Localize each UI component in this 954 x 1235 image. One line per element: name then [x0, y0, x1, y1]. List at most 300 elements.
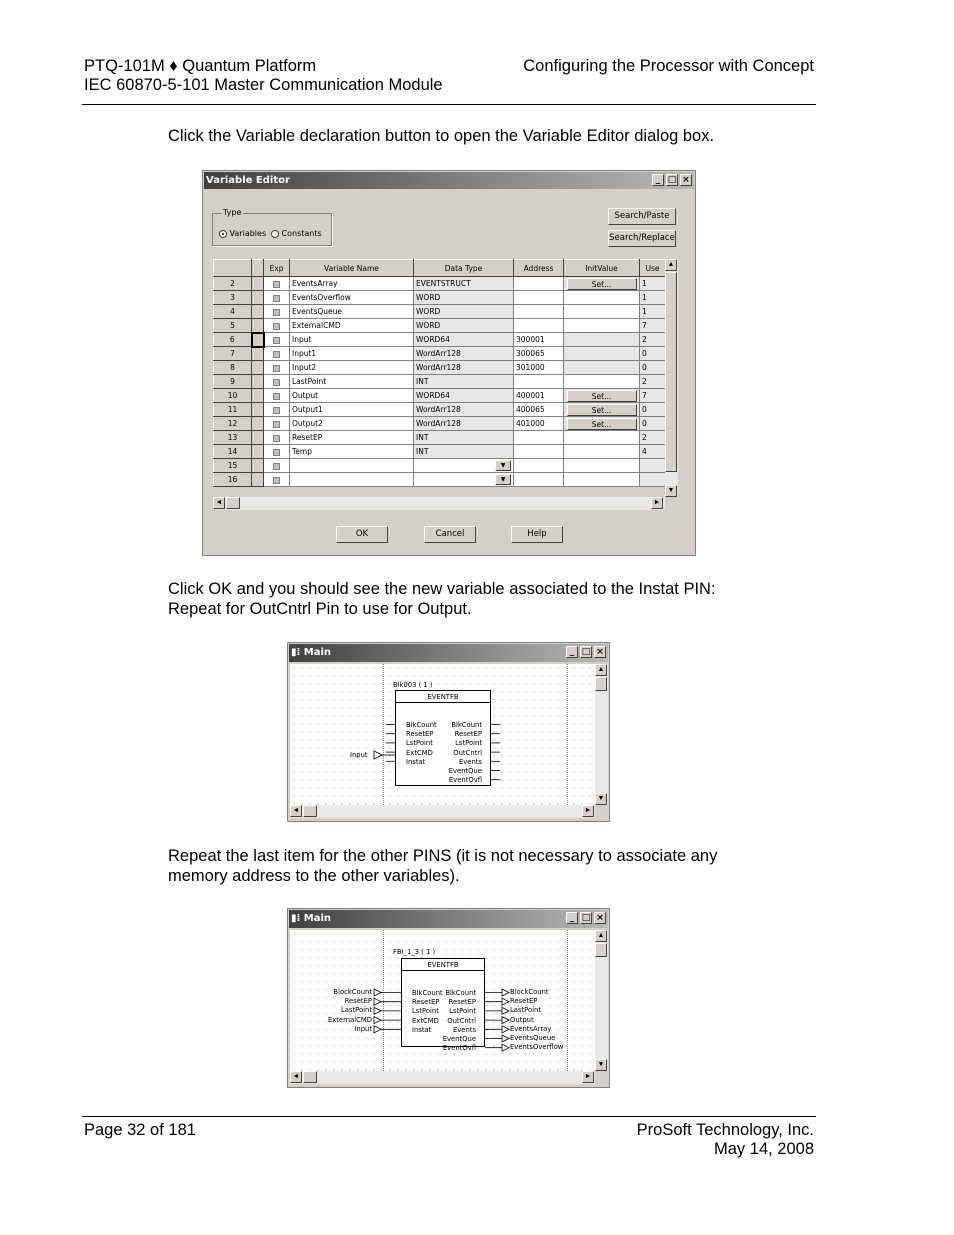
exp-checkbox-cell[interactable]: [264, 291, 290, 305]
data-type-cell[interactable]: [414, 473, 514, 487]
set-button[interactable]: Set...: [567, 390, 637, 402]
exp-checkbox-cell[interactable]: [264, 319, 290, 333]
fbd1-app-icon: ▮⁞: [291, 647, 301, 658]
input-variable-label[interactable]: ExternalCMD: [327, 1015, 372, 1024]
data-type-cell[interactable]: [414, 347, 514, 361]
row-number[interactable]: 10: [214, 389, 252, 403]
header-section: Configuring the Processor with Concept: [523, 57, 814, 75]
fbd1-hscroll[interactable]: [290, 805, 595, 818]
data-type-value: WordArr128: [416, 363, 461, 372]
exp-checkbox[interactable]: [273, 463, 280, 470]
row-number[interactable]: 4: [214, 305, 252, 319]
col-header-use[interactable]: Use: [640, 260, 666, 277]
row-selector[interactable]: [252, 305, 264, 319]
table-row[interactable]: [214, 333, 666, 347]
use-cell: 0: [640, 403, 666, 417]
exp-checkbox-cell[interactable]: [264, 445, 290, 459]
paragraph-1: Click the Variable declaration button to open the Variable Editor dialog box.: [168, 127, 715, 145]
input-variable-label[interactable]: ResetEP: [344, 997, 372, 1006]
fbd1-titlebar: [289, 644, 608, 662]
fbd1-instance-label: Blk003 ( 1 ): [393, 681, 433, 689]
row-number[interactable]: 9: [214, 375, 252, 389]
col-header-rownum[interactable]: [214, 260, 252, 277]
col-header-address[interactable]: Address: [514, 260, 564, 277]
table-row[interactable]: [214, 375, 666, 389]
scroll-left-icon[interactable]: ◄: [213, 497, 225, 509]
use-cell: 2: [640, 431, 666, 445]
address-cell[interactable]: 300001: [514, 333, 564, 347]
paragraph-2-line1: Click OK and you should see the new variable associated to the Instat PIN:: [168, 580, 716, 598]
table-row[interactable]: [214, 417, 666, 431]
fbd1-maximize-icon[interactable]: □: [581, 647, 591, 657]
variable-name-cell[interactable]: Output2: [290, 417, 414, 431]
exp-checkbox-cell[interactable]: [264, 305, 290, 319]
fbd2-hscroll[interactable]: [290, 1071, 595, 1084]
row-selector[interactable]: [252, 333, 264, 347]
variable-name-cell[interactable]: Output: [290, 389, 414, 403]
fbd2-canvas[interactable]: [290, 930, 595, 1071]
fbd1-scroll-down-icon[interactable]: ▼: [595, 793, 607, 805]
paragraph-3-line2: memory address to the other variables).: [168, 867, 460, 885]
fbd1-scroll-right-icon[interactable]: ►: [582, 805, 594, 817]
row-selector[interactable]: [252, 403, 264, 417]
exp-checkbox-cell[interactable]: [264, 431, 290, 445]
data-type-cell[interactable]: [414, 319, 514, 333]
use-cell: 1: [640, 277, 666, 291]
output-connector-arrow: [502, 998, 509, 1005]
radio-constants-label: Constants: [281, 229, 322, 238]
output-pin-label[interactable]: BlkCount: [451, 721, 482, 729]
output-pin-label[interactable]: BlkCount: [445, 989, 476, 997]
address-cell[interactable]: [514, 473, 564, 487]
data-type-cell[interactable]: [414, 417, 514, 431]
initvalue-cell[interactable]: [564, 403, 640, 417]
col-header-data-type[interactable]: Data Type: [414, 260, 514, 277]
output-connector-arrow: [502, 1017, 509, 1024]
output-variable-label[interactable]: ResetEP: [510, 997, 538, 1006]
variable-name-cell[interactable]: Input2: [290, 361, 414, 375]
address-cell[interactable]: [514, 375, 564, 389]
input-pin-label[interactable]: Instat: [406, 757, 426, 766]
exp-checkbox-cell[interactable]: [264, 459, 290, 473]
exp-checkbox[interactable]: [273, 365, 280, 372]
input-connector-arrow: [374, 989, 381, 996]
exp-checkbox-cell[interactable]: [264, 361, 290, 375]
close-icon[interactable]: ×: [680, 174, 692, 186]
data-type-value: WordArr128: [416, 419, 461, 428]
output-pin-label[interactable]: EventOvfl: [442, 1044, 476, 1053]
row-selector[interactable]: [252, 417, 264, 431]
fbd1-title: Main: [303, 647, 332, 658]
variable-name-cell[interactable]: [290, 473, 414, 487]
input-pin-label[interactable]: ResetEP: [406, 730, 434, 739]
input-pin-label[interactable]: BlkCount: [412, 989, 443, 997]
data-type-cell[interactable]: [414, 361, 514, 375]
table-row[interactable]: [214, 319, 666, 333]
variable-name-cell[interactable]: Temp: [290, 445, 414, 459]
input-pin-label[interactable]: BlkCount: [406, 721, 437, 729]
hscroll-thumb[interactable]: [226, 497, 240, 509]
address-cell[interactable]: [514, 459, 564, 473]
data-type-cell[interactable]: [414, 403, 514, 417]
use-cell: [640, 473, 666, 487]
input-connector-arrow: [374, 998, 381, 1005]
fbd2-scroll-down-icon[interactable]: ▼: [595, 1059, 607, 1071]
row-selector[interactable]: [252, 277, 264, 291]
variable-editor-dialog: [202, 170, 696, 556]
output-pin-label[interactable]: EventQue: [448, 767, 482, 775]
data-type-cell[interactable]: [414, 305, 514, 319]
table-header-row: [214, 260, 666, 277]
footer-page: Page 32 of 181: [84, 1121, 196, 1139]
dialog-titlebar: [204, 172, 694, 189]
variable-name-cell[interactable]: Output1: [290, 403, 414, 417]
exp-checkbox[interactable]: [273, 295, 280, 302]
variables-table: [213, 259, 666, 487]
address-cell[interactable]: [514, 305, 564, 319]
type-group: [212, 208, 332, 246]
table-horizontal-scrollbar[interactable]: [213, 497, 665, 510]
output-variable-label[interactable]: EventsArray: [510, 1024, 552, 1033]
output-pin-label[interactable]: LstPoint: [449, 1007, 476, 1016]
data-type-value: INT: [416, 377, 429, 386]
exp-checkbox[interactable]: [273, 421, 280, 428]
table-row[interactable]: [214, 277, 666, 291]
row-number[interactable]: 3: [214, 291, 252, 305]
table-row[interactable]: [214, 431, 666, 445]
address-cell[interactable]: [514, 291, 564, 305]
help-button[interactable]: Help: [511, 526, 563, 543]
col-header-sel: [252, 260, 264, 277]
row-number[interactable]: 14: [214, 445, 252, 459]
initvalue-cell[interactable]: [564, 305, 640, 319]
fbd2-minimize-icon[interactable]: _: [566, 912, 578, 924]
exp-checkbox-cell[interactable]: [264, 375, 290, 389]
fbd2-title: Main: [303, 913, 332, 924]
output-pin-label[interactable]: EventQue: [442, 1035, 476, 1043]
row-selector[interactable]: [252, 473, 264, 487]
data-type-value: WordArr128: [416, 349, 461, 358]
row-number[interactable]: 15: [214, 459, 252, 473]
output-pin-label[interactable]: ResetEP: [448, 998, 476, 1007]
table-row[interactable]: [214, 347, 666, 361]
output-variable-label[interactable]: EventsOverflow: [510, 1043, 564, 1052]
output-variable-label[interactable]: Output: [510, 1015, 534, 1024]
output-variable-label[interactable]: EventsQueue: [510, 1034, 556, 1042]
input-variable-label[interactable]: LastPoint: [340, 1006, 372, 1015]
table-row[interactable]: [214, 459, 666, 473]
table-row[interactable]: [214, 291, 666, 305]
variable-name-cell[interactable]: [290, 459, 414, 473]
data-type-cell[interactable]: [414, 291, 514, 305]
row-selector[interactable]: [252, 431, 264, 445]
fbd2-scroll-left-icon[interactable]: ◄: [290, 1071, 302, 1083]
output-variable-label[interactable]: LastPoint: [510, 1006, 542, 1015]
exp-checkbox-cell[interactable]: [264, 277, 290, 291]
row-selector[interactable]: [252, 445, 264, 459]
row-number[interactable]: 7: [214, 347, 252, 361]
exp-checkbox[interactable]: [273, 393, 280, 400]
exp-checkbox[interactable]: [273, 337, 280, 344]
input-pin-label[interactable]: ResetEP: [412, 998, 440, 1007]
data-type-cell[interactable]: [414, 375, 514, 389]
address-cell[interactable]: 401000: [514, 417, 564, 431]
fbd1-vscroll-thumb[interactable]: [595, 677, 607, 691]
row-number[interactable]: 5: [214, 319, 252, 333]
initvalue-cell[interactable]: [564, 291, 640, 305]
table-row[interactable]: [214, 305, 666, 319]
cancel-button[interactable]: Cancel: [424, 526, 476, 543]
data-type-value: WordArr128: [416, 405, 461, 414]
fbd2-titlebar: [289, 910, 608, 928]
use-cell: 1: [640, 291, 666, 305]
col-header-initvalue[interactable]: InitValue: [564, 260, 640, 277]
initvalue-cell[interactable]: [564, 417, 640, 431]
table-row[interactable]: [214, 473, 666, 487]
use-cell: 2: [640, 333, 666, 347]
output-pin-label[interactable]: Events: [452, 1025, 476, 1034]
exp-checkbox[interactable]: [273, 407, 280, 414]
exp-checkbox-cell[interactable]: [264, 417, 290, 431]
fbd2-block-type: EVENTFB: [427, 961, 459, 969]
data-type-cell[interactable]: [414, 445, 514, 459]
address-cell[interactable]: [514, 431, 564, 445]
initvalue-cell[interactable]: [564, 361, 640, 375]
fbd1-block-type: EVENTFB: [427, 693, 459, 701]
output-pin-label[interactable]: EventOvfl: [448, 776, 482, 785]
col-header-variable-name[interactable]: Variable Name: [290, 260, 414, 277]
paragraph-3-line1: Repeat the last item for the other PINS (it is not necessary to associate any: [168, 847, 718, 865]
address-cell[interactable]: [514, 277, 564, 291]
input-pin-label[interactable]: LstPoint: [412, 1007, 439, 1016]
search-paste-button[interactable]: Search/Paste: [608, 208, 676, 225]
data-type-value: WORD: [416, 321, 441, 330]
variable-name-cell[interactable]: ExternalCMD: [290, 319, 414, 333]
dropdown-arrow-icon[interactable]: ▼: [495, 474, 511, 485]
initvalue-cell[interactable]: [564, 445, 640, 459]
data-type-cell[interactable]: [414, 431, 514, 445]
scroll-thumb[interactable]: [665, 272, 677, 472]
fbd-window-1: [287, 642, 610, 822]
data-type-value: INT: [416, 433, 429, 442]
ok-button[interactable]: OK: [336, 526, 388, 543]
dialog-title: Variable Editor: [206, 175, 290, 186]
set-button[interactable]: Set...: [567, 278, 637, 290]
row-selector[interactable]: [252, 361, 264, 375]
exp-checkbox[interactable]: [273, 379, 280, 386]
fbd1-input-var[interactable]: Input: [350, 751, 368, 759]
fbd2-vscroll[interactable]: [595, 930, 608, 1071]
footer-company: ProSoft Technology, Inc.: [636, 1121, 814, 1139]
use-cell: 0: [640, 347, 666, 361]
fbd1-minimize-icon[interactable]: _: [566, 646, 578, 658]
minimize-icon[interactable]: _: [652, 174, 664, 186]
input-pin-label[interactable]: ExtCMD: [412, 1016, 439, 1025]
data-type-value: WORD64: [416, 335, 450, 344]
footer-rule: [82, 1116, 816, 1117]
output-connector-arrow: [502, 1026, 509, 1033]
data-type-cell[interactable]: [414, 333, 514, 347]
table-row[interactable]: [214, 403, 666, 417]
fbd1-wires: [290, 664, 595, 805]
data-type-value: WORD: [416, 293, 441, 302]
fbd2-scroll-up-icon[interactable]: ▲: [595, 930, 607, 942]
scroll-right-icon[interactable]: ►: [651, 497, 663, 509]
variable-name-cell[interactable]: EventsArray: [290, 277, 414, 291]
fbd1-scroll-up-icon[interactable]: ▲: [595, 664, 607, 676]
row-selector[interactable]: [252, 459, 264, 473]
row-number[interactable]: 8: [214, 361, 252, 375]
exp-checkbox-cell[interactable]: [264, 347, 290, 361]
data-type-value: INT: [416, 447, 429, 456]
address-cell[interactable]: 300065: [514, 347, 564, 361]
use-cell: 7: [640, 389, 666, 403]
table-row[interactable]: [214, 389, 666, 403]
data-type-value: WORD: [416, 307, 441, 316]
output-pin-label[interactable]: ResetEP: [454, 730, 482, 739]
input-variable-label[interactable]: Input: [354, 1024, 372, 1033]
scroll-down-icon[interactable]: ▼: [665, 485, 677, 497]
fbd2-wires: [290, 930, 595, 1071]
initvalue-cell[interactable]: [564, 473, 640, 487]
address-cell[interactable]: 400065: [514, 403, 564, 417]
paragraph-2-line2: Repeat for OutCntrl Pin to use for Output.: [168, 600, 472, 618]
radio-variables[interactable]: [219, 229, 266, 238]
input-pin-label[interactable]: LstPoint: [406, 739, 433, 748]
fbd2-scroll-right-icon[interactable]: ►: [582, 1071, 594, 1083]
variable-name-cell[interactable]: EventsQueue: [290, 305, 414, 319]
row-selector[interactable]: [252, 389, 264, 403]
output-connector-arrow: [502, 1035, 509, 1042]
row-number[interactable]: 2: [214, 277, 252, 291]
address-cell[interactable]: [514, 319, 564, 333]
set-button[interactable]: Set...: [567, 418, 637, 430]
exp-checkbox-cell[interactable]: [264, 389, 290, 403]
col-header-exp[interactable]: Exp: [264, 260, 290, 277]
use-cell: 2: [640, 375, 666, 389]
table-row[interactable]: [214, 361, 666, 375]
initvalue-cell[interactable]: [564, 389, 640, 403]
address-cell[interactable]: [514, 445, 564, 459]
fbd2-maximize-icon[interactable]: □: [581, 913, 591, 923]
output-pin-label[interactable]: OutCntrl: [447, 1016, 476, 1025]
output-variable-label[interactable]: BlockCount: [510, 988, 549, 996]
initvalue-cell[interactable]: [564, 319, 640, 333]
variable-name-cell[interactable]: Input1: [290, 347, 414, 361]
exp-checkbox-cell[interactable]: [264, 333, 290, 347]
row-selector[interactable]: [252, 347, 264, 361]
output-connector-arrow: [502, 989, 509, 996]
exp-checkbox[interactable]: [273, 435, 280, 442]
variable-name-cell[interactable]: EventsOverflow: [290, 291, 414, 305]
fbd2-app-icon: ▮⁞: [291, 913, 301, 924]
initvalue-cell[interactable]: [564, 375, 640, 389]
variable-name-cell[interactable]: LastPoint: [290, 375, 414, 389]
header-rule: [82, 104, 816, 105]
address-cell[interactable]: 301000: [514, 361, 564, 375]
input-connector-arrow: [374, 1007, 381, 1014]
footer-date: May 14, 2008: [714, 1140, 814, 1158]
variable-name-cell[interactable]: ResetEP: [290, 431, 414, 445]
variable-name-cell[interactable]: Input: [290, 333, 414, 347]
fbd2-vscroll-thumb[interactable]: [595, 943, 607, 957]
fbd-window-2: [287, 908, 610, 1088]
row-number[interactable]: 12: [214, 417, 252, 431]
input-variable-label[interactable]: BlockCount: [333, 988, 372, 996]
data-type-cell[interactable]: [414, 277, 514, 291]
address-cell[interactable]: 400001: [514, 389, 564, 403]
data-type-cell[interactable]: [414, 389, 514, 403]
initvalue-cell[interactable]: [564, 431, 640, 445]
fbd1-close-icon[interactable]: ×: [594, 646, 606, 658]
fbd1-hscroll-thumb[interactable]: [303, 805, 317, 817]
exp-checkbox[interactable]: [273, 449, 280, 456]
output-pin-label[interactable]: LstPoint: [455, 739, 482, 748]
search-replace-button[interactable]: Search/Replace: [608, 230, 676, 247]
exp-checkbox[interactable]: [273, 281, 280, 288]
exp-checkbox-cell[interactable]: [264, 403, 290, 417]
initvalue-cell[interactable]: [564, 459, 640, 473]
use-cell: [640, 459, 666, 473]
radio-constants[interactable]: [271, 229, 322, 238]
use-cell: 7: [640, 319, 666, 333]
table-row[interactable]: [214, 445, 666, 459]
use-cell: 0: [640, 361, 666, 375]
header-title-line1: PTQ-101M ♦ Quantum Platform: [84, 57, 317, 75]
exp-checkbox[interactable]: [273, 477, 280, 484]
input-pin-label[interactable]: ExtCMD: [406, 748, 433, 757]
set-button[interactable]: Set...: [567, 404, 637, 416]
row-selector[interactable]: [252, 291, 264, 305]
type-group-label: Type: [223, 208, 242, 217]
output-pin-label[interactable]: OutCntrl: [453, 748, 482, 757]
fbd1-canvas[interactable]: [290, 664, 595, 805]
fbd1-scroll-left-icon[interactable]: ◄: [290, 805, 302, 817]
row-selector[interactable]: [252, 375, 264, 389]
use-cell: 4: [640, 445, 666, 459]
exp-checkbox[interactable]: [273, 309, 280, 316]
data-type-value: EVENTSTRUCT: [416, 279, 471, 288]
row-selector[interactable]: [252, 319, 264, 333]
exp-checkbox[interactable]: [273, 323, 280, 330]
data-type-value: WORD64: [416, 391, 450, 400]
initvalue-cell[interactable]: [564, 333, 640, 347]
input-connector-arrow: [374, 1017, 381, 1024]
exp-checkbox-cell[interactable]: [264, 473, 290, 487]
row-number[interactable]: 13: [214, 431, 252, 445]
exp-checkbox[interactable]: [273, 351, 280, 358]
fbd2-instance-label: FBI_1_3 ( 1 ): [393, 948, 436, 956]
table-vertical-scrollbar[interactable]: [665, 259, 678, 497]
fbd2-close-icon[interactable]: ×: [594, 912, 606, 924]
fbd2-hscroll-thumb[interactable]: [303, 1071, 317, 1083]
maximize-icon[interactable]: □: [667, 175, 677, 185]
radio-variables-label: Variables: [229, 229, 267, 238]
row-number[interactable]: 16: [214, 473, 252, 487]
scroll-up-icon[interactable]: ▲: [665, 259, 677, 271]
initvalue-cell[interactable]: [564, 347, 640, 361]
output-pin-label[interactable]: Events: [458, 757, 482, 766]
row-number[interactable]: 11: [214, 403, 252, 417]
header-title-line2: IEC 60870-5-101 Master Communication Module: [84, 76, 443, 94]
initvalue-cell[interactable]: [564, 277, 640, 291]
row-number[interactable]: 6: [214, 333, 252, 347]
input-pin-label[interactable]: Instat: [412, 1025, 432, 1034]
use-cell: 0: [640, 417, 666, 431]
data-type-cell[interactable]: [414, 459, 514, 473]
fbd1-vscroll[interactable]: [595, 664, 608, 805]
dropdown-arrow-icon[interactable]: ▼: [495, 460, 511, 471]
